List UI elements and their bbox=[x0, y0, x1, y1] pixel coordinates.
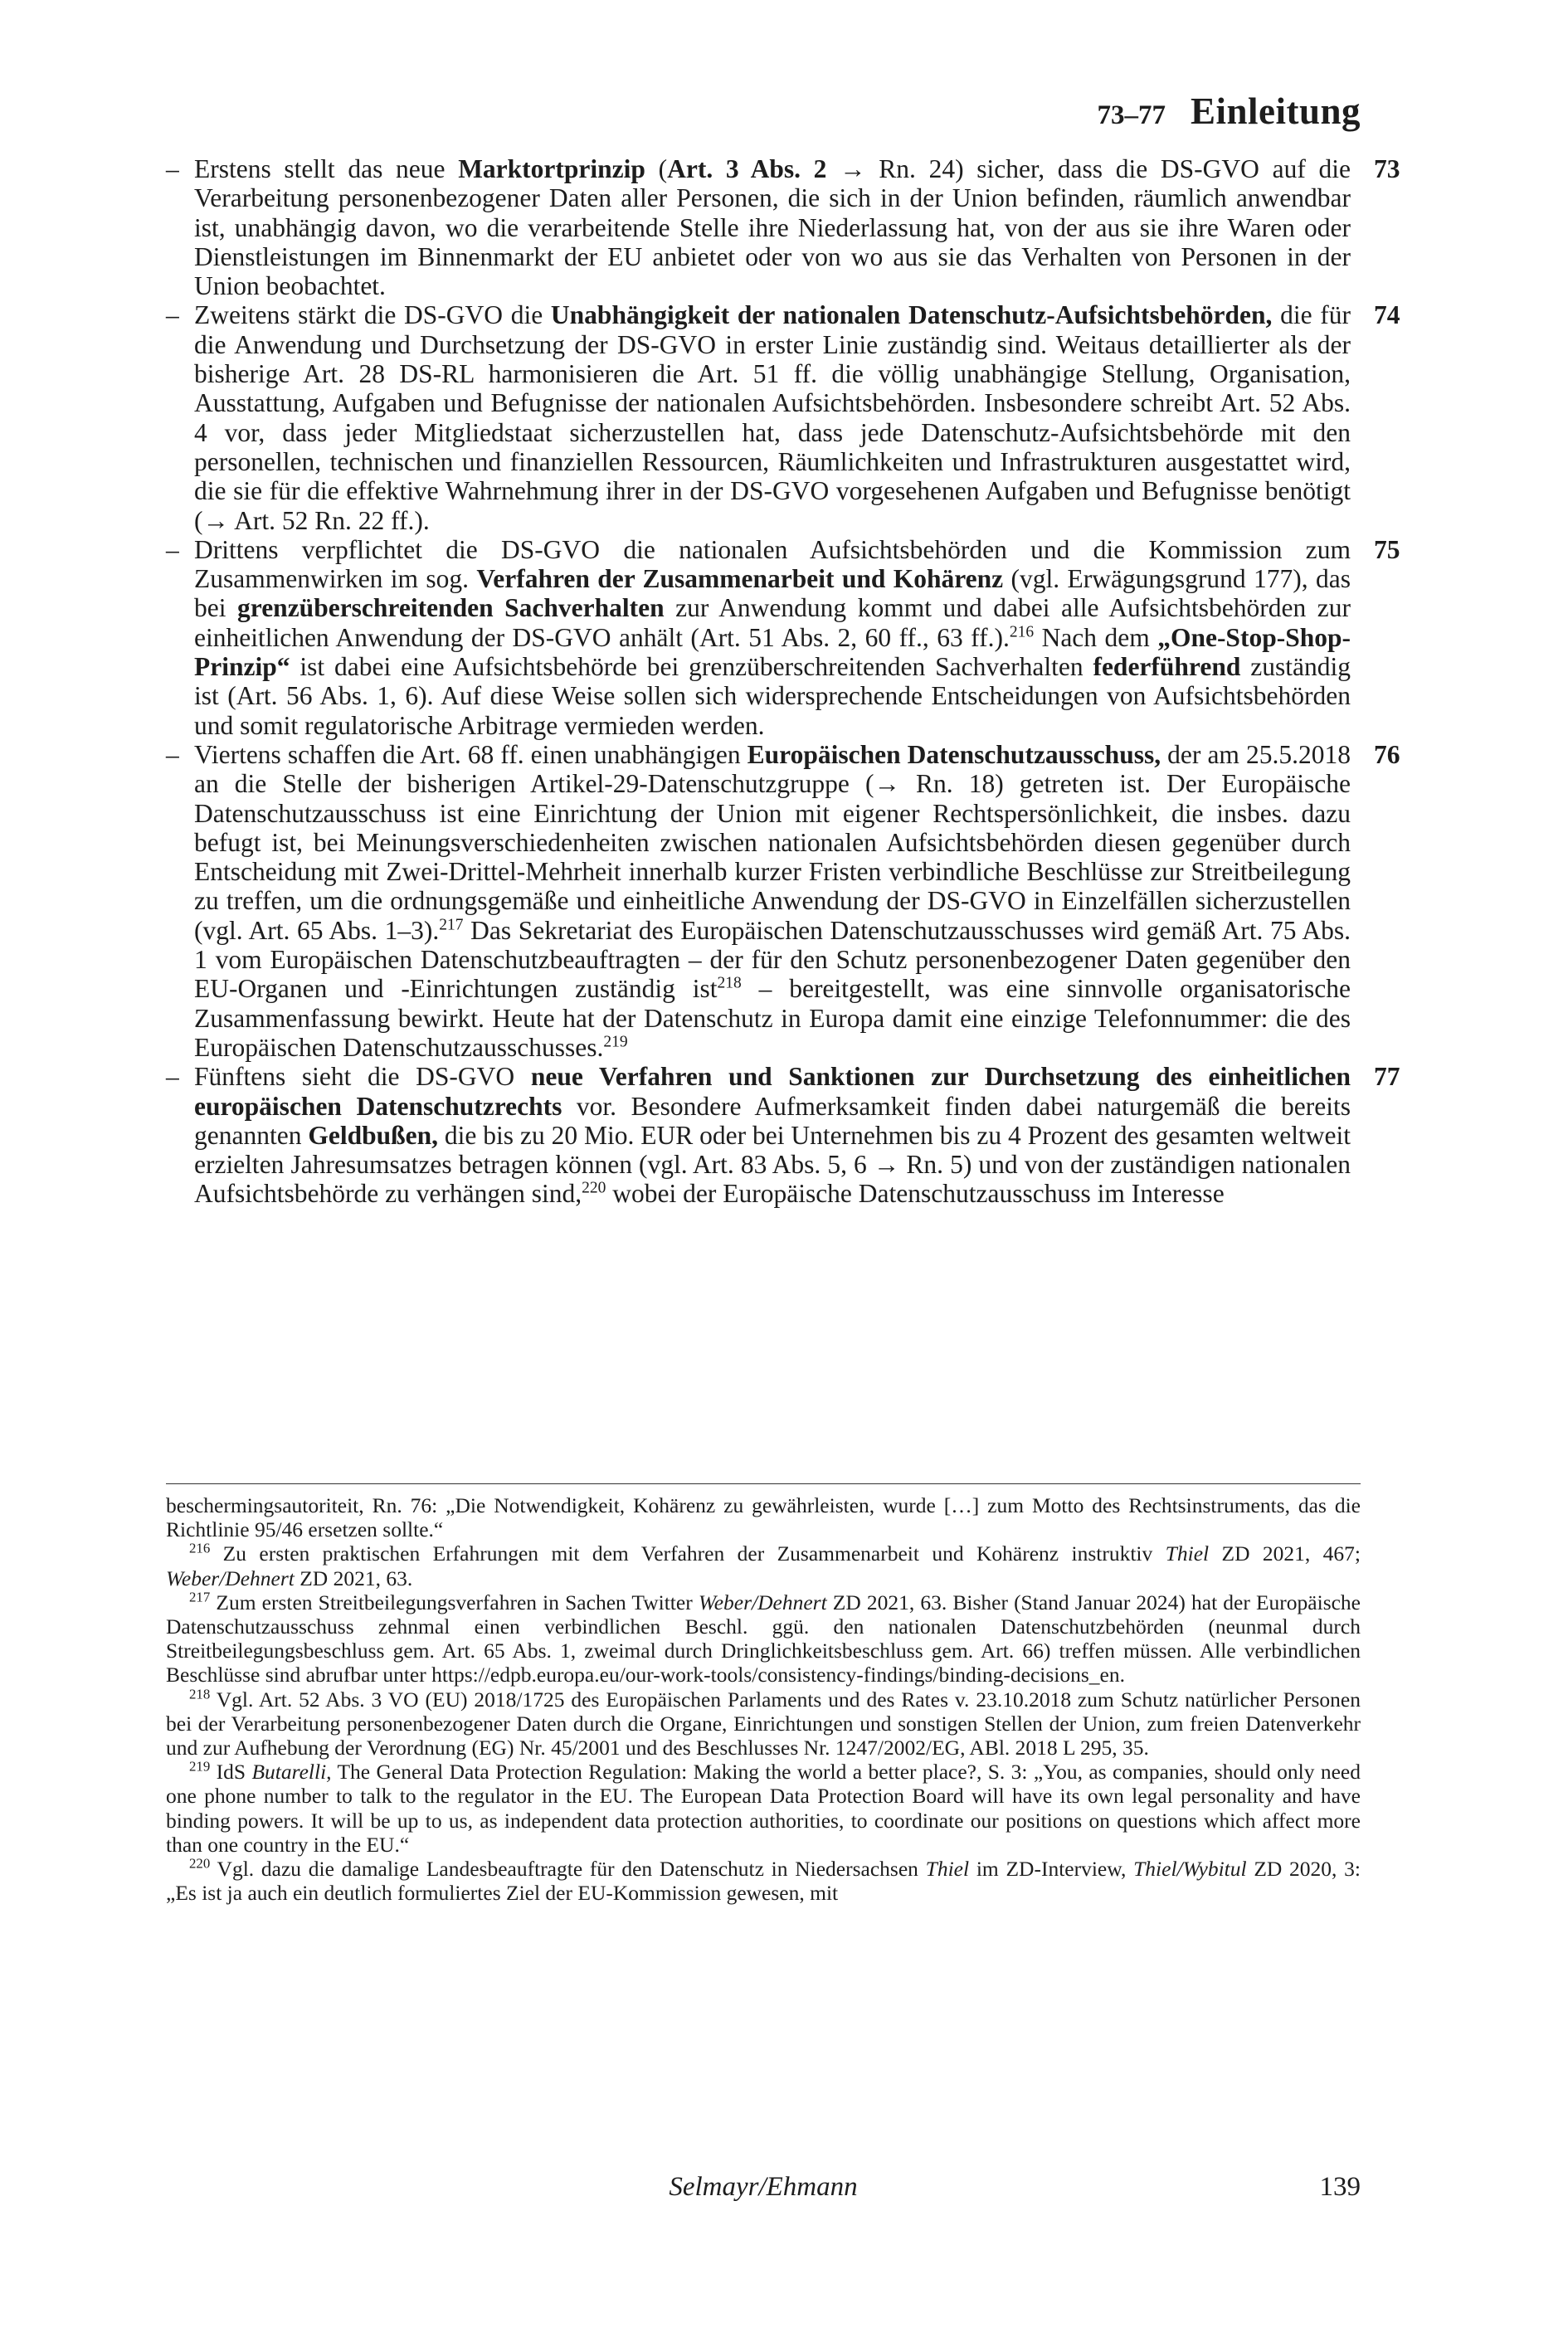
paragraph bbox=[166, 300, 1400, 535]
footnote-text: IdS Butarelli, The General Data Protection Regulation: Making the world a better place?, S. 3: „You, as companies, should only need one phone number to talk to the regulator in the EU. The European Data Protection Board will have its own legal personality and have binding powers. It will be up to us, as independent data protection authorities, to coordinate our positions on questions which affect more than one country in the EU.“ bbox=[166, 1760, 1361, 1857]
list-dash: – bbox=[166, 1062, 179, 1092]
footnote-number: 219 bbox=[189, 1758, 211, 1775]
margin-number-range: 73–77 bbox=[1097, 100, 1166, 130]
paragraph-text: Viertens schaffen die Art. 68 ff. einen unabhängigen Europäischen Datenschutzausschuss, der am 25.5.2018 an die Stelle der bisherigen Artikel-29-Datenschutzgruppe (→ Rn. 18) getreten ist. Der Europäische Datenschutzausschuss ist eine Einrichtung der Union mit eigener Rechtspersönlichkeit, die insbes. dazu befugt ist, bei Meinungsverschiedenheiten zwischen nationalen Aufsichtsbehörden diesen gegenüber durch Entscheidung mit Zwei-Drittel-Mehrheit innerhalb kurzer Fristen verbindliche Beschlüsse zur Streitbeilegung zu treffen, um die ordnungsgemäße und einheitliche Anwendung der DS-GVO in Einzelfällen sicherzustellen (vgl. Art. 65 Abs. 1–3).$^{217}$ Das Sekretariat des Europäischen Datenschutzausschusses wird gemäß Art. 75 Abs. 1 vom Europäischen Datenschutzbeauftragten – der für den Schutz personenbezogener Daten gegenüber den EU-Organen und -Einrichtungen zuständig ist$^{218}$ – bereitgestellt, was eine sinnvolle organisatorische Zusammenfassung bewirkt. Heute hat der Datenschutz in Europa damit eine einzige Telefonnummer: die des Europäischen Datenschutzausschusses.$^{219}$ bbox=[194, 739, 1351, 1062]
margin-number: 77 bbox=[1374, 1062, 1400, 1092]
footnotes bbox=[166, 1493, 1361, 1905]
running-header bbox=[166, 90, 1361, 133]
footnote bbox=[166, 1541, 1361, 1590]
page-footer bbox=[166, 2172, 1361, 2213]
authors: Selmayr/Ehmann bbox=[669, 2172, 858, 2202]
paragraph-text: Erstens stellt das neue Marktortprinzip (Art. 3 Abs. 2 → Rn. 24) sicher, dass die DS-GVO auf die Verarbeitung personenbezogener Daten aller Personen, die sich in der Union befinden, räumlich anwendbar ist, unabhängig davon, wo die verarbeitende Stelle ihre Niederlassung hat, von der aus sie ihre Waren oder Dienstleistungen im Binnenmarkt der EU anbietet oder von wo aus sie das Verhalten von Personen in der Union beobachtet. bbox=[194, 154, 1351, 301]
footnote bbox=[166, 1493, 1361, 1541]
list-dash: – bbox=[166, 154, 179, 183]
paragraph-text: Fünftens sieht die DS-GVO neue Verfahren und Sanktionen zur Durchsetzung des einheitlichen europäischen Datenschutzrechts vor. Besondere Aufmerksamkeit finden dabei naturgemäß die bereits genannten Geldbußen, die bis zu 20 Mio. EUR oder bei Unternehmen bis zu 4 Prozent des gesamten weltweit erzielten Jahresumsatzes betragen können (vgl. Art. 83 Abs. 5, 6 → Rn. 5) und von der zuständigen nationalen Aufsichtsbehörde zu verhängen sind,$^{220}$ wobei der Europäische Datenschutzausschuss im Interesse bbox=[194, 1062, 1351, 1209]
footnote bbox=[166, 1760, 1361, 1857]
list-dash: – bbox=[166, 300, 179, 330]
paragraph bbox=[166, 154, 1400, 301]
footnote-separator bbox=[166, 1483, 1361, 1484]
footnote-text: beschermingsautoriteit, Rn. 76: „Die Notwendigkeit, Kohärenz zu gewährleisten, wurde […] zum Motto des Rechtsinstruments, das die Richtlinie 95/46 ersetzen sollte.“ bbox=[166, 1493, 1361, 1542]
footnote-text: Vgl. Art. 52 Abs. 3 VO (EU) 2018/1725 des Europäischen Parlaments und des Rates v. 23.10.2018 zum Schutz natürlicher Personen bei der Verarbeitung personenbezogener Daten durch die Organe, Einrichtungen und sonstigen Stellen der Union, zum freien Datenverkehr und zur Aufhebung der Verordnung (EG) Nr. 45/2001 und des Beschlusses Nr. 1247/2002/EG, ABl. 2018 L 295, 35. bbox=[166, 1687, 1361, 1760]
footnote bbox=[166, 1590, 1361, 1687]
margin-number: 74 bbox=[1374, 300, 1400, 330]
main-text bbox=[166, 154, 1400, 1209]
page-number: 139 bbox=[1319, 2172, 1361, 2202]
footnote-number: 217 bbox=[189, 1589, 211, 1605]
paragraph bbox=[166, 534, 1400, 740]
paragraph-text: Zweitens stärkt die DS-GVO die Unabhängigkeit der nationalen Datenschutz-Aufsichtsbehörden, die für die Anwendung und Durchsetzung der DS-GVO in erster Linie zuständig sind. Weitaus detaillierter als der bisherige Art. 28 DS-RL harmonisieren die Art. 51 ff. die völlig unabhängige Stellung, Organisation, Ausstattung, Aufgaben und Befugnisse der nationalen Aufsichtsbehörden. Insbesondere schreibt Art. 52 Abs. 4 vor, dass jeder Mitgliedstaat sicherzustellen hat, dass jede Datenschutz-Aufsichtsbehörde mit den personellen, technischen und finanziellen Ressourcen, Räumlichkeiten und Infrastrukturen ausgestattet wird, die sie für die effektive Wahrnehmung ihrer in der DS-GVO vorgesehenen Aufgaben und Befugnisse benötigt (→ Art. 52 Rn. 22 ff.). bbox=[194, 300, 1351, 535]
footnote-number: 220 bbox=[189, 1855, 211, 1872]
margin-number: 75 bbox=[1374, 534, 1400, 564]
list-dash: – bbox=[166, 739, 179, 769]
paragraph bbox=[166, 1062, 1400, 1209]
chapter-title: Einleitung bbox=[1190, 90, 1361, 132]
margin-number: 73 bbox=[1374, 154, 1400, 183]
margin-number: 76 bbox=[1374, 739, 1400, 769]
footnote-text: Zum ersten Streitbeilegungsverfahren in Sachen Twitter Weber/Dehnert ZD 2021, 63. Bisher (Stand Januar 2024) hat der Europäische Datenschutzausschuss zehnmal einen verbindlichen Beschl. ggü. den nationalen Datenschutzbehörden (neunmal durch Streitbeilegungsbeschluss gem. Art. 65 Abs. 1, zweimal durch Dringlichkeitsbeschluss gem. Art. 66) treffen müssen. Alle verbindlichen Beschlüsse sind abrufbar unter https://edpb.europa.eu/our-work-tools/consistency-findings/binding-decisions_en. bbox=[166, 1590, 1361, 1687]
list-dash: – bbox=[166, 534, 179, 564]
paragraph-text: Drittens verpflichtet die DS-GVO die nationalen Aufsichtsbehörden und die Kommission zum Zusammenwirken im sog. Verfahren der Zusammenarbeit und Kohärenz (vgl. Erwägungsgrund 177), das bei grenzüberschreitenden Sachverhalten zur Anwendung kommt und dabei alle Aufsichtsbehörden zur einheitlichen Anwendung der DS-GVO anhält (Art. 51 Abs. 2, 60 ff., 63 ff.).$^{216}$ Nach dem „One-Stop-Shop-Prinzip“ ist dabei eine Aufsichtsbehörde bei grenzüberschreitenden Sachverhalten federführend zuständig ist (Art. 56 Abs. 1, 6). Auf diese Weise sollen sich widersprechende Entscheidungen von Aufsichtsbehörden und somit regulatorische Arbitrage vermieden werden. bbox=[194, 534, 1351, 740]
footnote-number: 216 bbox=[189, 1540, 211, 1556]
paragraph bbox=[166, 739, 1400, 1062]
footnote bbox=[166, 1687, 1361, 1760]
footnote bbox=[166, 1857, 1361, 1905]
footnote-text: Zu ersten praktischen Erfahrungen mit dem Verfahren der Zusammenarbeit und Kohärenz instruktiv Thiel ZD 2021, 467; Weber/Dehnert ZD 2021, 63. bbox=[166, 1541, 1361, 1590]
footnote-number: 218 bbox=[189, 1686, 211, 1702]
footnote-text: Vgl. dazu die damalige Landesbeauftragte für den Datenschutz in Niedersachsen Thiel im ZD-Interview, Thiel/Wybitul ZD 2020, 3: „Es ist ja auch ein deutlich formuliertes Ziel der EU-Kommission gewesen, mit bbox=[166, 1857, 1361, 1906]
